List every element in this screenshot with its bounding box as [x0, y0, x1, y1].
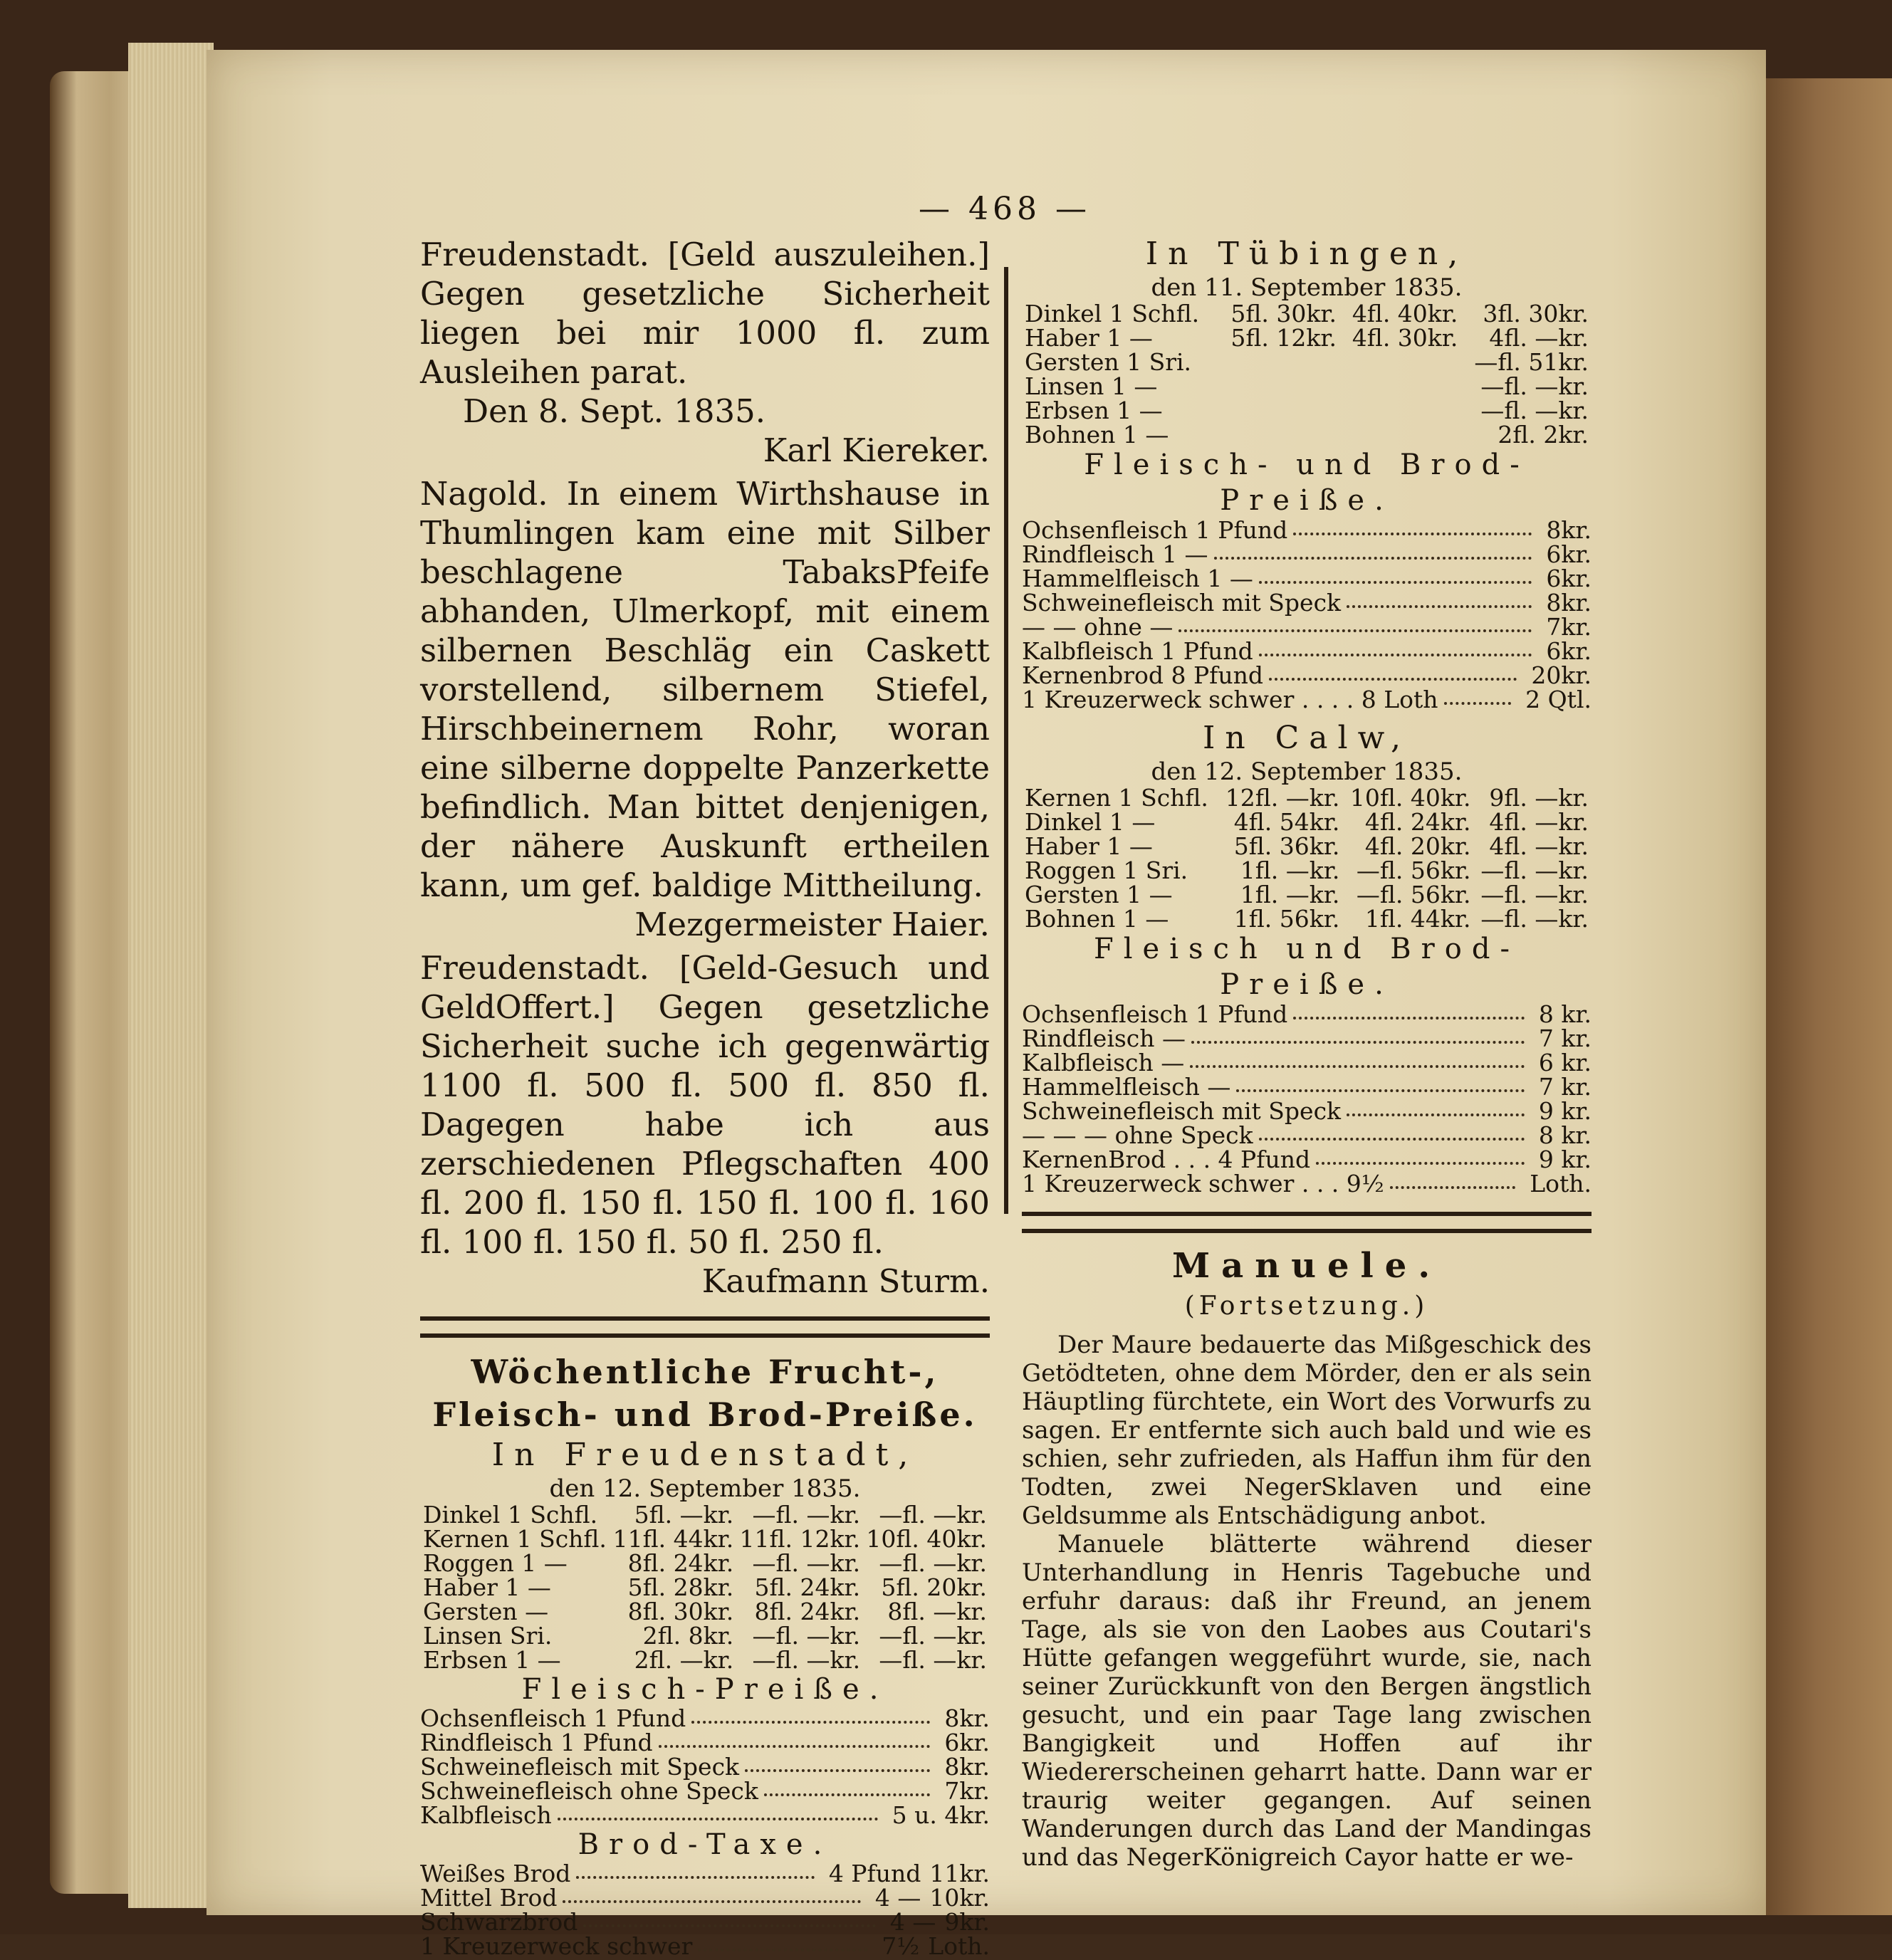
notice-signature: Karl Kiereker. — [763, 431, 990, 469]
price-item: Linsen Sri. — [423, 1622, 553, 1650]
price-item: 1 Kreuzerweck schwer . . . . 8 Loth — [1022, 686, 1438, 713]
price-row — [1022, 688, 1592, 712]
price-item: Gersten — — [423, 1598, 549, 1625]
place-heading: In Freudenstadt, — [491, 1437, 919, 1473]
price-item: 1 Kreuzerweck schwer — [420, 1932, 693, 1960]
price-value: —fl. —kr. — [879, 1646, 987, 1674]
leader-dots — [1444, 688, 1512, 705]
bread-heading: Brod-Taxe. — [577, 1828, 832, 1861]
price-value: 7kr. — [1546, 613, 1592, 641]
price-item: Schweinefleisch mit Speck — [1022, 589, 1342, 617]
price-value: 7 kr. — [1538, 1073, 1592, 1101]
price-row — [1022, 374, 1592, 399]
price-row — [1022, 350, 1592, 374]
price-value: 10kr. — [929, 1884, 990, 1912]
price-item: Kalbfleisch 1 Pfund — [1022, 637, 1253, 665]
price-item: Ochsenfleisch 1 Pfund — [1022, 516, 1288, 544]
leader-dots — [1293, 518, 1532, 535]
price-item: Dinkel 1 — — [1025, 808, 1156, 836]
price-item: Hammelfleisch — — [1022, 1073, 1231, 1101]
price-value: 11kr. — [929, 1860, 990, 1887]
price-value: 1fl. 44kr. — [1364, 905, 1471, 933]
price-value: 3fl. 30kr. — [1483, 300, 1589, 327]
price-value: 8kr. — [1546, 589, 1592, 617]
price-item: Schwarzbrod — [420, 1908, 578, 1936]
price-item: Rindfleisch 1 Pfund — [420, 1729, 653, 1756]
price-value — [1218, 423, 1339, 447]
price-value — [1218, 374, 1339, 399]
price-item: Rindfleisch 1 — — [1022, 540, 1208, 568]
price-row — [1022, 302, 1592, 326]
price-row — [420, 1648, 990, 1672]
price-value: 5fl. 36kr. — [1233, 832, 1340, 860]
leader-dots — [1269, 664, 1517, 681]
price-row — [1022, 1123, 1592, 1148]
price-item: — — ohne — — [1022, 613, 1174, 641]
price-value: 4 Pfund — [828, 1860, 921, 1887]
price-value: 7kr. — [944, 1777, 990, 1805]
price-value: 4fl. 54kr. — [1233, 808, 1340, 836]
place-date: den 12. September 1835. — [1151, 758, 1463, 786]
price-value — [1218, 350, 1339, 374]
price-item: Dinkel 1 Schfl. — [1025, 300, 1200, 327]
leader-dots — [1347, 591, 1532, 608]
price-value: 7 kr. — [1538, 1024, 1592, 1052]
price-value: 12fl. —kr. — [1225, 784, 1340, 812]
price-value: 4 — — [889, 1908, 936, 1936]
price-value: —fl. 56kr. — [1356, 881, 1471, 908]
price-value: 6kr. — [1546, 637, 1592, 665]
price-item: Ochsenfleisch 1 Pfund — [420, 1704, 686, 1732]
price-value: —fl. —kr. — [879, 1549, 987, 1577]
leader-dots — [1178, 615, 1532, 632]
price-value: 4fl. —kr. — [1489, 324, 1589, 352]
page-edges — [128, 43, 214, 1908]
price-row — [1022, 810, 1592, 834]
leader-dots — [1259, 639, 1532, 656]
notice-signature: Kaufmann Sturm. — [701, 1262, 990, 1300]
place-heading: In Tübingen, — [1145, 236, 1468, 272]
price-value: —fl. —kr. — [752, 1549, 861, 1577]
price-value — [1339, 423, 1460, 447]
price-item: Kalbfleisch — [420, 1801, 552, 1829]
price-item: Ochsenfleisch 1 Pfund — [1022, 1000, 1288, 1028]
price-value: 4fl. —kr. — [1489, 832, 1589, 860]
price-item: KernenBrod . . . 4 Pfund — [1022, 1146, 1311, 1173]
story-paragraph: Der Maure bedauerte das Mißgeschick des Getödteten, ohne dem Mörder, den er als sein Häuptling fürchtete, ein Wort des Vorwurfs zu sagen. Er entfernte sich auch bald und wie es schien, sehr zufrieden, als Haffun ihm für den Todten, zwei NegerSklaven und eine Geldsumme als Entschädigung anbot. — [1022, 1331, 1592, 1530]
leader-dots — [563, 1886, 860, 1903]
price-value: 5fl. 24kr. — [754, 1573, 861, 1601]
price-value: —fl. —kr. — [1480, 372, 1589, 400]
price-value: 8kr. — [944, 1753, 990, 1781]
price-value: Loth. — [928, 1932, 990, 1960]
right-column — [1022, 235, 1592, 1872]
leader-dots — [576, 1862, 814, 1879]
price-value: 5fl. 12kr. — [1230, 324, 1337, 352]
section-rule — [420, 1316, 990, 1338]
price-item: Roggen 1 Sri. — [1025, 856, 1188, 884]
prices-heading: Wöchentliche Frucht-, Fleisch- und Brod-Preiße. — [432, 1353, 978, 1434]
price-item: Kernen 1 Schfl. — [423, 1525, 607, 1553]
price-row — [420, 1503, 990, 1527]
notice-signature: Mezgermeister Haier. — [634, 906, 990, 943]
price-row — [1022, 859, 1592, 883]
grain-price-table — [1022, 302, 1592, 447]
price-value — [1339, 399, 1460, 423]
leader-dots — [1316, 1148, 1525, 1165]
price-value: —fl. —kr. — [1480, 905, 1589, 933]
price-value: —fl. —kr. — [752, 1501, 861, 1529]
price-value: —fl. —kr. — [1480, 856, 1589, 884]
price-row — [1022, 615, 1592, 639]
price-value: —fl. —kr. — [879, 1501, 987, 1529]
price-value — [1339, 350, 1460, 374]
price-row — [1022, 907, 1592, 931]
price-row — [1022, 786, 1592, 810]
price-row — [1022, 326, 1592, 350]
price-value: 2fl. 8kr. — [642, 1622, 734, 1650]
price-value: 8kr. — [944, 1704, 990, 1732]
price-value: 8 kr. — [1538, 1121, 1592, 1149]
place-date: den 11. September 1835. — [1151, 273, 1463, 302]
price-row — [1022, 1172, 1592, 1196]
price-value: 4fl. 30kr. — [1352, 324, 1458, 352]
price-value: 2 Qtl. — [1525, 686, 1592, 713]
meat-price-list — [1022, 518, 1592, 712]
price-row — [1022, 1024, 1592, 1052]
notice-freudenstadt-money: Freudenstadt. [Geld auszuleihen.] Gegen gesetzliche Sicherheit liegen bei mir 1000 fl. zum Ausleihen parat. — [420, 236, 990, 391]
grain-price-table — [420, 1503, 990, 1672]
price-item: Erbsen 1 — — [423, 1646, 561, 1674]
price-value: 20kr. — [1531, 661, 1592, 689]
price-row — [1022, 1075, 1592, 1099]
price-value: 9fl. —kr. — [1489, 784, 1589, 812]
price-row — [420, 1731, 990, 1755]
price-value: 2fl. —kr. — [634, 1646, 734, 1674]
price-value: 10fl. 40kr. — [866, 1525, 987, 1553]
story-title: Manuele. — [1171, 1246, 1442, 1286]
price-value — [1218, 399, 1339, 423]
price-row — [1022, 639, 1592, 664]
price-value: Loth. — [1530, 1170, 1592, 1198]
price-value — [1339, 374, 1460, 399]
price-value: —fl. —kr. — [752, 1622, 861, 1650]
leader-dots — [764, 1779, 931, 1796]
price-row — [420, 1704, 990, 1732]
price-row — [420, 1527, 990, 1551]
price-item: Linsen 1 — — [1025, 372, 1158, 400]
left-column — [420, 235, 990, 1959]
price-value: 4fl. 20kr. — [1364, 832, 1471, 860]
price-item: Rindfleisch — — [1022, 1024, 1186, 1052]
meat-heading: Fleisch- und Brod-Preiße. — [1084, 449, 1530, 517]
price-value: 11fl. 44kr. — [612, 1525, 734, 1553]
meat-heading: Fleisch-Preiße. — [521, 1673, 889, 1706]
price-value: —fl. —kr. — [879, 1622, 987, 1650]
price-value: —fl. —kr. — [1480, 397, 1589, 424]
price-value: 8fl. 24kr. — [754, 1598, 861, 1625]
price-value: 6kr. — [1546, 540, 1592, 568]
leader-dots — [558, 1803, 878, 1820]
price-value: 5fl. 30kr. — [1230, 300, 1337, 327]
leader-dots — [698, 1934, 867, 1951]
price-value: 8fl. 30kr. — [627, 1598, 734, 1625]
price-row — [420, 1755, 990, 1779]
price-item: Schweinefleisch mit Speck — [420, 1753, 740, 1781]
price-item: Dinkel 1 Schfl. — [423, 1501, 598, 1529]
price-item: Kalbfleisch — — [1022, 1049, 1185, 1076]
price-value: 5fl. —kr. — [634, 1501, 734, 1529]
price-item: Haber 1 — — [423, 1573, 551, 1601]
price-value: 1fl. 56kr. — [1233, 905, 1340, 933]
meat-price-list — [420, 1704, 990, 1829]
meat-heading: Fleisch und Brod-Preiße. — [1094, 933, 1520, 1001]
column-divider — [1004, 267, 1008, 1214]
leader-dots — [1293, 1002, 1525, 1020]
price-item: Gersten 1 — — [1025, 881, 1173, 908]
price-value: 11fl. 12kr. — [739, 1525, 861, 1553]
story-paragraph: Manuele blätterte während dieser Unterhandlung in Henris Tagebuche und erfuhr daraus: daß ihr Freund, an jenem Tage, als sie von den Laobes aus Coutari's Hütte gefangen weggeführt wurde, sie, nach seiner Zurückkunft von den Bergen ängstlich gesucht, und ein paar Tage lang zwischen Bangigkeit und Hoffen auf ihr Wiedererscheinen geharrt hatte. Dann war er traurig weiter gegangen. Auf seinen Wanderungen durch das Land der Mandingas und das NegerKönigreich Cayor hatte er we- — [1022, 1530, 1592, 1872]
price-value: 9kr. — [944, 1908, 990, 1936]
price-row — [1022, 1002, 1592, 1027]
price-value: 6 kr. — [1538, 1049, 1592, 1076]
price-value: 5fl. 28kr. — [627, 1573, 734, 1601]
notice-freudenstadt-offer: Freudenstadt. [Geld-Gesuch und GeldOffert.] Gegen gesetzliche Sicherheit suche ich gegenwärtig 1100 fl. 500 fl. 500 fl. 850 fl. Dagegen habe ich aus zerschiedenen Pflegschaften 400 fl. 200 fl. 150 fl. 150 fl. 100 fl. 160 fl. 100 fl. 150 fl. 50 fl. 250 fl. — [420, 949, 990, 1261]
price-row — [420, 1910, 990, 1934]
leader-dots — [583, 1910, 876, 1927]
notice-date: Den 8. Sept. 1835. — [463, 392, 766, 430]
price-row — [420, 1551, 990, 1576]
price-row — [1022, 834, 1592, 859]
price-value: 4 — — [874, 1884, 921, 1912]
price-row — [1022, 423, 1592, 447]
price-item: Bohnen 1 — — [1025, 905, 1169, 933]
story-subtitle: (Fortsetzung.) — [1184, 1291, 1429, 1321]
price-value: 9 kr. — [1538, 1146, 1592, 1173]
price-row — [420, 1886, 990, 1910]
price-item: 1 Kreuzerweck schwer . . . 9½ — [1022, 1170, 1384, 1198]
price-value: 8fl. —kr. — [887, 1598, 987, 1625]
place-heading: In Calw, — [1202, 720, 1411, 756]
price-row — [420, 1624, 990, 1648]
price-item: Schweinefleisch mit Speck — [1022, 1097, 1342, 1125]
price-item: Hammelfleisch 1 — — [1022, 565, 1253, 592]
price-item: — — — ohne Speck — [1022, 1121, 1253, 1149]
bread-price-list — [420, 1862, 990, 1959]
leader-dots — [1191, 1027, 1525, 1044]
price-row — [1022, 1148, 1592, 1172]
price-item: Bohnen 1 — — [1025, 421, 1169, 449]
price-row — [1022, 661, 1592, 689]
leader-dots — [745, 1755, 930, 1772]
price-row — [1022, 883, 1592, 907]
leader-dots — [1214, 543, 1532, 560]
price-value: 2fl. 2kr. — [1498, 421, 1589, 449]
price-item: Haber 1 — — [1025, 324, 1153, 352]
price-value: 8fl. 24kr. — [627, 1549, 734, 1577]
price-value: —fl. —kr. — [1480, 881, 1589, 908]
price-value: 8 kr. — [1538, 1000, 1592, 1028]
grain-price-table — [1022, 786, 1592, 931]
section-rule — [1022, 1212, 1592, 1233]
price-row — [420, 1862, 990, 1886]
price-value: 9 kr. — [1538, 1097, 1592, 1125]
price-item: Kernen 1 Schfl. — [1025, 784, 1208, 812]
meat-price-list — [1022, 1002, 1592, 1196]
leader-dots — [691, 1707, 930, 1724]
price-item: Weißes Brod — [420, 1860, 571, 1887]
leader-dots — [1259, 1123, 1525, 1141]
leader-dots — [1347, 1099, 1525, 1116]
place-date: den 12. September 1835. — [549, 1474, 861, 1503]
price-row — [420, 1600, 990, 1624]
price-item: Kernenbrod 8 Pfund — [1022, 661, 1264, 689]
price-value: 8kr. — [1546, 516, 1592, 544]
price-item: Erbsen 1 — — [1025, 397, 1163, 424]
price-value: 7½ — [882, 1932, 920, 1960]
price-value: 1fl. —kr. — [1240, 856, 1340, 884]
price-value: 4fl. 24kr. — [1364, 808, 1471, 836]
leader-dots — [659, 1731, 931, 1748]
price-item: Haber 1 — — [1025, 832, 1153, 860]
leader-dots — [1190, 1051, 1525, 1068]
price-value: 5fl. 20kr. — [881, 1573, 987, 1601]
price-row — [1022, 399, 1592, 423]
price-value: —fl. 56kr. — [1356, 856, 1471, 884]
price-row — [1022, 1051, 1592, 1075]
price-row — [1022, 518, 1592, 543]
leader-dots — [1259, 567, 1532, 584]
price-value: 10fl. 40kr. — [1349, 784, 1471, 812]
price-item: Mittel Brod — [420, 1884, 558, 1912]
price-row — [420, 1934, 990, 1959]
price-value: 6kr. — [944, 1729, 990, 1756]
price-item: Schweinefleisch ohne Speck — [420, 1777, 758, 1805]
leader-dots — [1390, 1172, 1515, 1189]
facing-page-edge — [1766, 78, 1892, 1915]
page-number: — 468 — — [919, 191, 1091, 227]
price-row — [420, 1779, 990, 1803]
price-value: 1fl. —kr. — [1240, 881, 1340, 908]
price-row — [1022, 540, 1592, 568]
price-row — [1022, 1099, 1592, 1123]
price-value: 4fl. 40kr. — [1352, 300, 1458, 327]
price-value: 4fl. —kr. — [1489, 808, 1589, 836]
price-row — [1022, 591, 1592, 615]
leader-dots — [1236, 1075, 1525, 1092]
price-row — [1022, 567, 1592, 591]
price-value: 6kr. — [1546, 565, 1592, 592]
price-row — [420, 1803, 990, 1828]
price-value: —fl. —kr. — [752, 1646, 861, 1674]
price-value: 5 u. 4kr. — [892, 1801, 990, 1829]
price-item: Roggen 1 — — [423, 1549, 568, 1577]
notice-nagold: Nagold. In einem Wirthshause in Thumlingen kam eine mit Silber beschlagene TabaksPfeife abhanden, Ulmerkopf, mit einem silbernen Beschläg ein Caskett vorstellend, silbernem Stiefel, Hirschbeinernem Rohr, woran eine silberne doppelte Panzerkette befindlich. Man bittet denjenigen, der nähere Auskunft ertheilen kann, um gef. baldige Mittheilung. — [420, 475, 990, 904]
price-row — [420, 1576, 990, 1600]
price-value: —fl. 51kr. — [1474, 348, 1589, 376]
price-item: Gersten 1 Sri. — [1025, 348, 1192, 376]
